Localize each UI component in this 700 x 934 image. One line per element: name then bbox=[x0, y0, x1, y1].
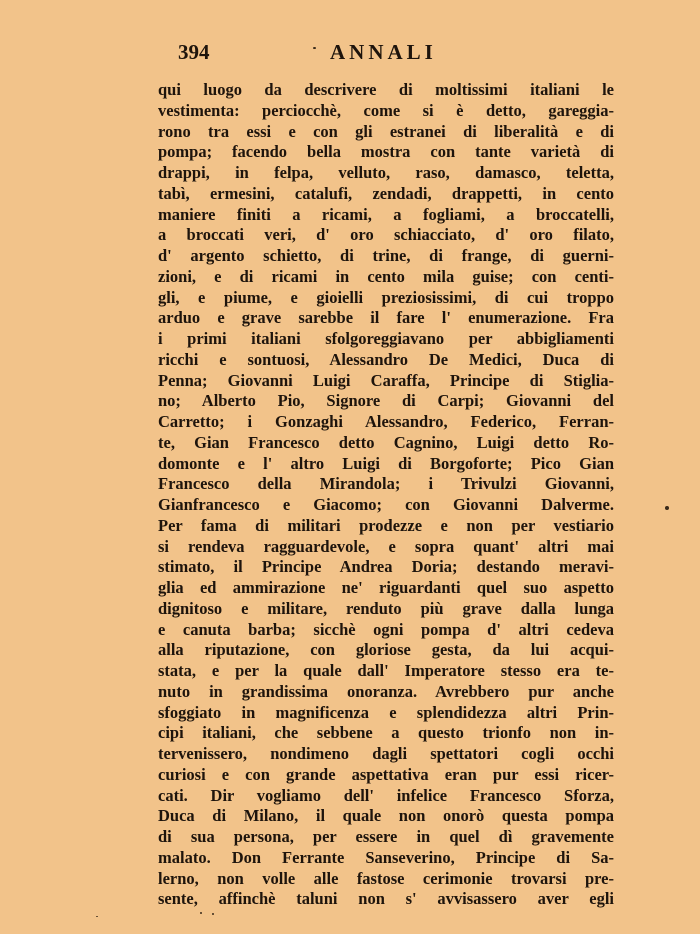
text-line: a broccati veri, d' oro schiacciato, d' oro filato, bbox=[158, 225, 614, 245]
text-line: lerno, non volle alle fastose cerimonie trovarsi pre- bbox=[158, 868, 614, 888]
text-line: d' argento schietto, di trine, di frange, di guerni- bbox=[158, 246, 614, 265]
text-line: Francesco della Mirandola; i Trivulzi Giovanni, bbox=[158, 474, 614, 494]
print-speck bbox=[96, 916, 98, 917]
text-line: dignitoso e militare, renduto più grave dalla lunga bbox=[158, 598, 614, 618]
text-line: sfoggiato in magnificenza e splendidezza altri Prin- bbox=[158, 702, 614, 722]
print-speck bbox=[200, 912, 202, 914]
text-line: nuto in grandissima onoranza. Avrebbero pur anche bbox=[158, 681, 614, 701]
running-title: ANNALI bbox=[330, 40, 437, 64]
text-line: cati. Dir vogliamo dell' infelice Francesco Sforza, bbox=[158, 785, 614, 805]
text-line: glia ed ammirazione ne' riguardanti quel suo aspetto bbox=[158, 578, 614, 597]
print-speck bbox=[665, 506, 669, 510]
text-line: Penna; Giovanni Luigi Caraffa, Principe di Stiglia- bbox=[158, 370, 614, 390]
text-line: Duca di Milano, il quale non onorò questa pompa bbox=[158, 806, 614, 826]
page-header bbox=[178, 40, 618, 68]
text-line: di sua persona, per essere in quel dì gravemente bbox=[158, 827, 614, 846]
body-text bbox=[158, 80, 614, 910]
text-line: malato. Don Ferrante Sanseverino, Principe di Sa- bbox=[158, 847, 614, 867]
text-line: stata, e per la quale dall' Imperatore stesso era te- bbox=[158, 661, 614, 680]
text-line: curiosi e con grande aspettativa eran pur essi ricer- bbox=[158, 764, 614, 784]
text-line: arduo e grave sarebbe il fare l' enumerazione. Fra bbox=[158, 308, 614, 328]
text-line: rono tra essi e con gli estranei di liberalità e di bbox=[158, 121, 614, 141]
page-number: 394 bbox=[178, 40, 210, 64]
text-line: Per fama di militari prodezze e non per vestiario bbox=[158, 515, 614, 535]
text-line: zioni, e di ricami in cento mila guise; con centi- bbox=[158, 266, 614, 286]
text-line: tervenissero, nondimeno dagli spettatori cogli occhi bbox=[158, 744, 614, 763]
text-line: e canuta barba; sicchè ogni pompa d' altri cedeva bbox=[158, 619, 614, 639]
text-line: ricchi e sontuosi, Alessandro De Medici, Duca di bbox=[158, 349, 614, 369]
print-speck bbox=[212, 913, 214, 915]
text-line: gli, e piume, e gioielli preziosissimi, di cui troppo bbox=[158, 287, 614, 307]
text-line: si rendeva ragguardevole, e sopra quant' altri mai bbox=[158, 536, 614, 556]
text-line: drappi, in felpa, velluto, raso, damasco, teletta, bbox=[158, 163, 614, 182]
text-line: qui luogo da descrivere di moltissimi italiani le bbox=[158, 80, 614, 99]
text-line: pompa; facendo bella mostra con tante varietà di bbox=[158, 142, 614, 162]
text-line: Gianfrancesco e Giacomo; con Giovanni Dalverme. bbox=[158, 495, 614, 514]
text-line: vestimenta: perciocchè, come si è detto, gareggia- bbox=[158, 100, 614, 120]
print-speck bbox=[313, 47, 316, 49]
text-line: stimato, il Principe Andrea Doria; destando meravi- bbox=[158, 557, 614, 577]
text-line: no; Alberto Pio, Signore di Carpi; Giovanni del bbox=[158, 391, 614, 411]
text-line: cipi italiani, che sebbene a questo trionfo non in- bbox=[158, 723, 614, 743]
text-line: tabì, ermesini, catalufi, zendadi, drappetti, in cento bbox=[158, 183, 614, 203]
text-line: domonte e l' altro Luigi di Borgoforte; Pico Gian bbox=[158, 453, 614, 473]
text-line: Carretto; i Gonzaghi Alessandro, Federico, Ferran- bbox=[158, 412, 614, 431]
text-line: i primi italiani sfolgoreggiavano per abbigliamenti bbox=[158, 329, 614, 348]
text-line: alla riputazione, con gloriose gesta, da lui acqui- bbox=[158, 640, 614, 660]
text-line: te, Gian Francesco detto Cagnino, Luigi detto Ro- bbox=[158, 432, 614, 452]
text-line: maniere finiti a ricami, a fogliami, a broccatelli, bbox=[158, 204, 614, 224]
text-line: sente, affinchè taluni non s' avvisassero aver egli bbox=[158, 889, 614, 909]
